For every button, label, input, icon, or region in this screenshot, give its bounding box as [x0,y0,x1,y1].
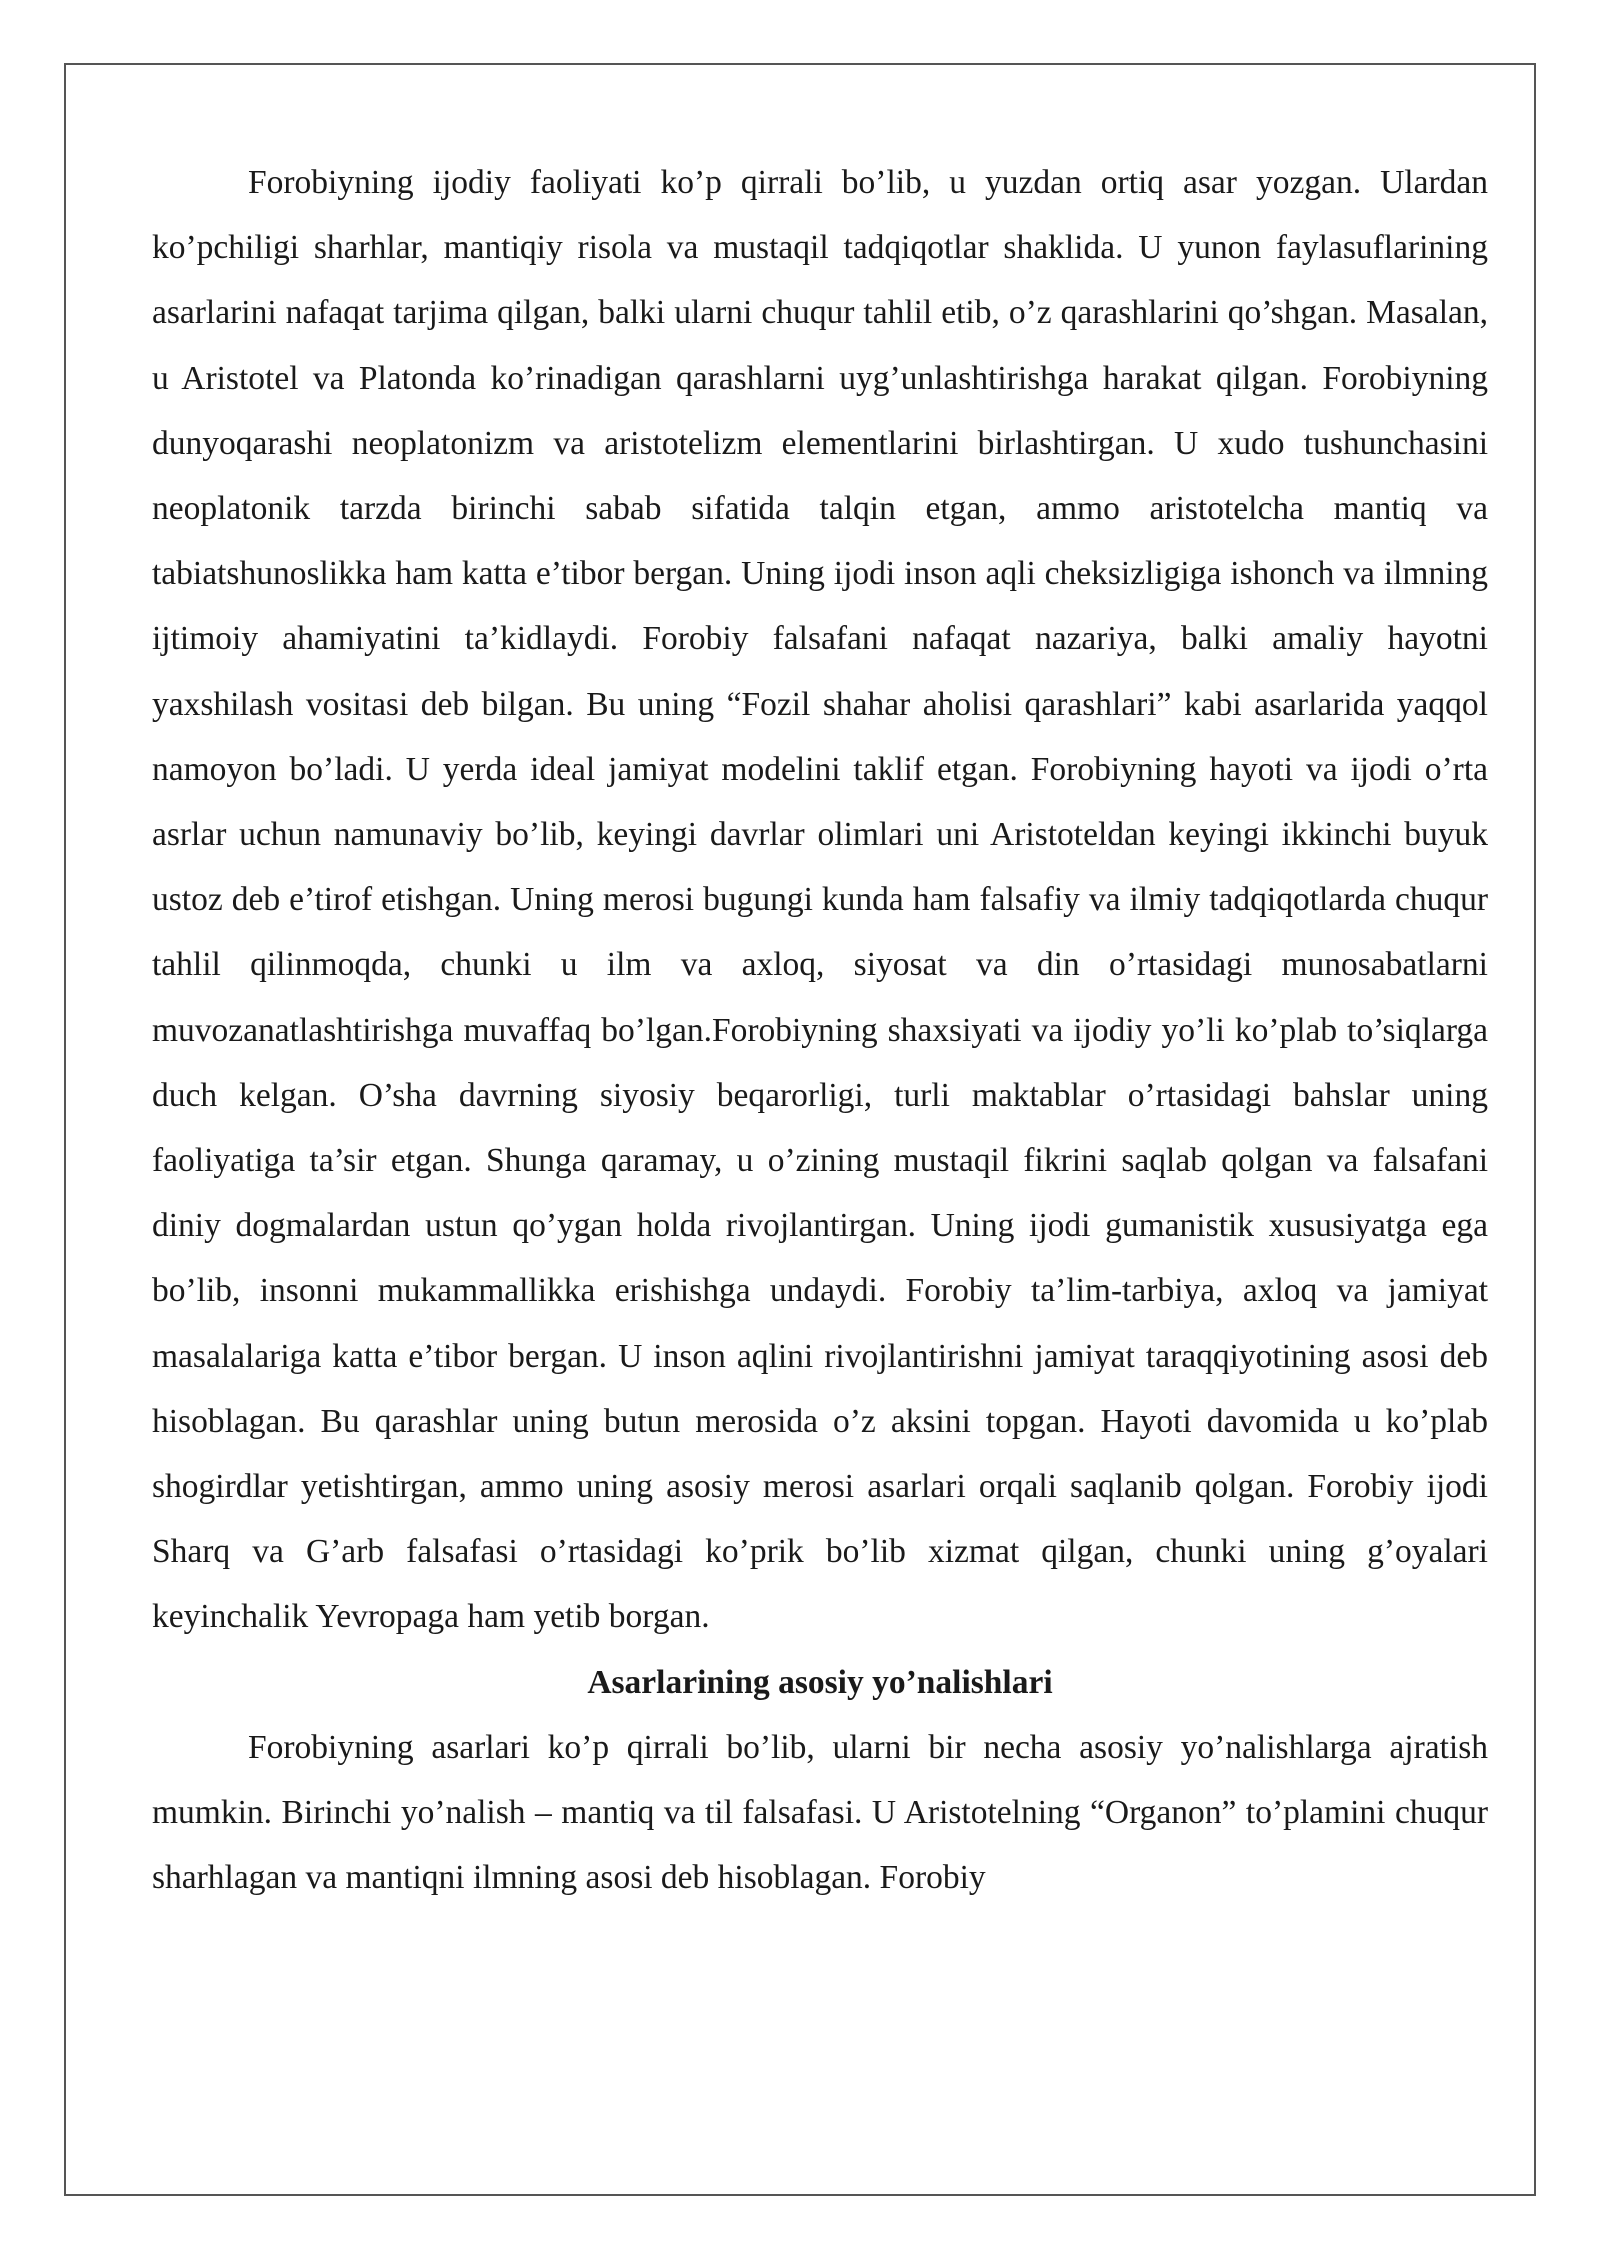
paragraph: Forobiyning asarlari ko’p qirrali bo’lib, ularni bir necha asosiy yo’nalishlarga ajratish mumkin. Birinchi yo’nalish – mantiq va til falsafasi. U Aristotelning “Organon” to’plamini chuqur sharhlagan va mantiqni ilmning asosi deb hisoblagan. Forobiy [152,1728,1488,1897]
document-body [152,150,1488,1910]
section-heading: Asarlarining asosiy yo’nalishlari [587,1663,1053,1701]
paragraph: Forobiyning ijodiy faoliyati ko’p qirrali bo’lib, u yuzdan ortiq asar yozgan. Ulardan ko’pchiligi sharhlar, mantiqiy risola va mustaqil tadqiqotlar shaklida. U yunon faylasuflarining asarlarini nafaqat tarjima qilgan, balki ularni chuqur tahlil etib, o’z qarashlarini qo’shgan. Masalan, u Aristotel va Platonda ko’rinadigan qarashlarni uyg’unlashtirishga harakat qilgan. Forobiyning dunyoqarashi neoplatonizm va aristotelizm elementlarini birlashtirgan. U xudo tushunchasini neoplatonik tarzda birinchi sabab sifatida talqin etgan, ammo aristotelcha mantiq va tabiatshunoslikka ham katta e’tibor bergan. Uning ijodi inson aqli cheksizligiga ishonch va ilmning ijtimoiy ahamiyatini ta’kidlaydi. Forobiy falsafani nafaqat nazariya, balki amaliy hayotni yaxshilash vositasi deb bilgan. Bu uning “Fozil shahar aholisi qarashlari” kabi asarlarida yaqqol namoyon bo’ladi. U yerda ideal jamiyat modelini taklif etgan. Forobiyning hayoti va ijodi o’rta asrlar uchun namunaviy bo’lib, keyingi davrlar olimlari uni Aristoteldan keyingi ikkinchi buyuk ustoz deb e’tirof etishgan. Uning merosi bugungi kunda ham falsafiy va ilmiy tadqiqotlarda chuqur tahlil qilinmoqda, chunki u ilm va axloq, siyosat va din o’rtasidagi munosabatlarni muvozanatlashtirishga muvaffaq bo’lgan.Forobiyning shaxsiyati va ijodiy yo’li ko’plab to’siqlarga duch kelgan. O’sha davrning siyosiy beqarorligi, turli maktablar o’rtasidagi bahslar uning faoliyatiga ta’sir etgan. Shunga qaramay, u o’zining mustaqil fikrini saqlab qolgan va falsafani diniy dogmalardan ustun qo’ygan holda rivojlantirgan. Uning ijodi gumanistik xususiyatga ega bo’lib, insonni mukammallikka erishishga undaydi. Forobiy ta’lim-tarbiya, axloq va jamiyat masalalariga katta e’tibor bergan. U inson aqlini rivojlantirishni jamiyat taraqqiyotining asosi deb hisoblagan. Bu qarashlar uning butun merosida o’z aksini topgan. Hayoti davomida u ko’plab shogirdlar yetishtirgan, ammo uning asosiy merosi asarlari orqali saqlanib qolgan. Forobiy ijodi Sharq va G’arb falsafasi o’rtasidagi ko’prik bo’lib xizmat qilgan, chunki uning g’oyalari keyinchalik Yevropaga ham yetib borgan. [152,164,1488,1636]
